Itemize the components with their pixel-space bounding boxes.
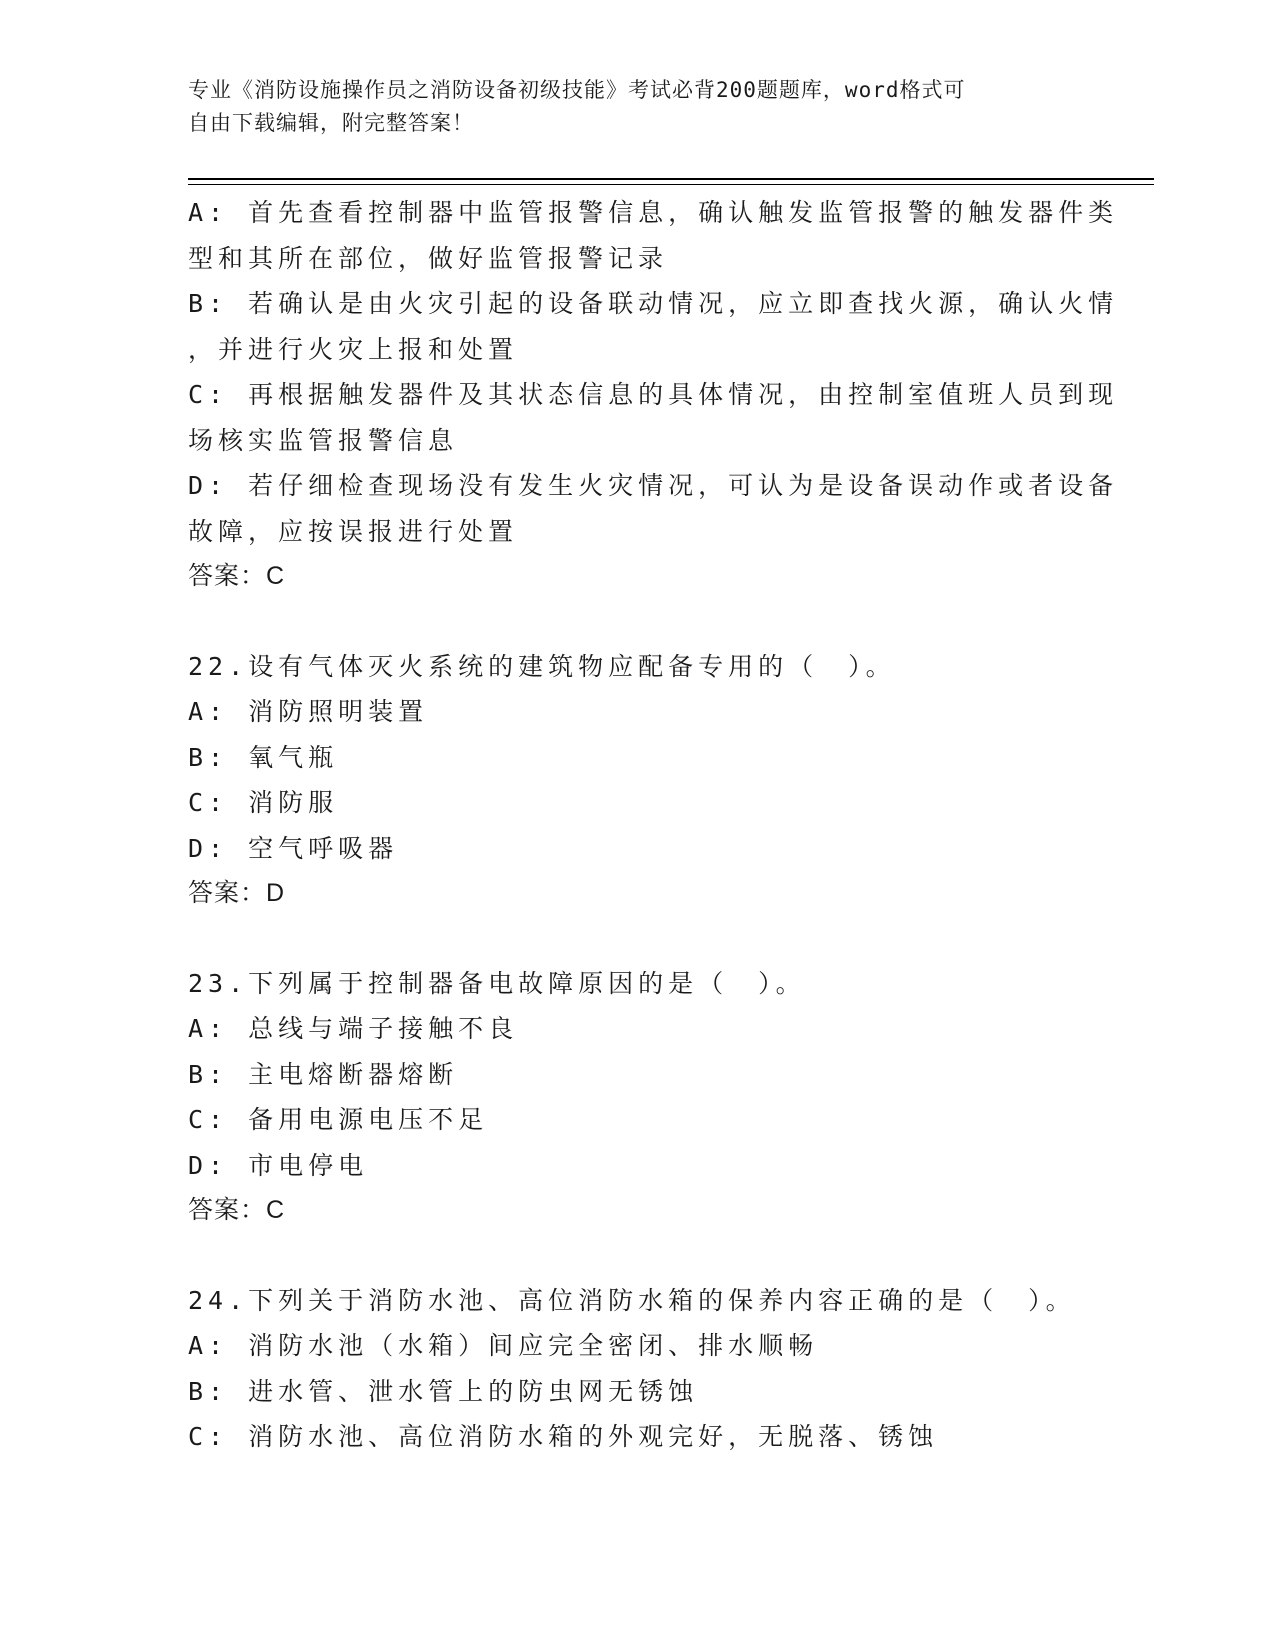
question-stem: 22.设有气体灭火系统的建筑物应配备专用的（ ）。	[188, 651, 896, 681]
option-a: A: 消防水池（水箱）间应完全密闭、排水顺畅	[188, 1331, 819, 1360]
question-list	[188, 190, 1119, 1460]
question-21-tail	[188, 190, 1119, 600]
question-24	[188, 1278, 1088, 1460]
option-d-line-2: 故障，应按误报进行处置	[188, 516, 519, 546]
option-b-line-2: ，并进行火灾上报和处置	[188, 334, 519, 364]
option-b: B: 进水管、泄水管上的防虫网无锈蚀	[188, 1376, 699, 1406]
header-line-1: 专业《消防设施操作员之消防设备初级技能》考试必背200题题库，word格式可	[188, 78, 966, 102]
option-d-line-1: D: 若仔细检查现场没有发生火灾情况，可认为是设备误动作或者设备	[188, 471, 1119, 500]
option-a: A: 消防照明装置	[188, 697, 429, 726]
option-a: A: 总线与端子接触不良	[188, 1014, 519, 1043]
option-b: B: 氧气瓶	[188, 742, 339, 772]
option-d: D: 空气呼吸器	[188, 833, 399, 863]
option-a-line-1: A: 首先查看控制器中监管报警信息，确认触发监管报警的触发器件类	[188, 198, 1119, 227]
answer-label: 答案：D	[188, 879, 286, 907]
question-23	[188, 961, 1088, 1234]
option-c-line-2: 场核实监管报警信息	[188, 425, 459, 455]
option-a-line-2: 型和其所在部位，做好监管报警记录	[188, 243, 669, 273]
question-stem: 24.下列关于消防水池、高位消防水箱的保养内容正确的是（ ）。	[188, 1285, 1076, 1315]
option-c-line-1: C: 再根据触发器件及其状态信息的具体情况，由控制室值班人员到现	[188, 380, 1119, 409]
question-stem: 23.下列属于控制器备电故障原因的是（ ）。	[188, 968, 806, 998]
option-d: D: 市电停电	[188, 1150, 369, 1180]
header-line-2: 自由下载编辑，附完整答案！	[188, 111, 474, 135]
option-b-line-1: B: 若确认是由火灾引起的设备联动情况，应立即查找火源，确认火情	[188, 289, 1119, 318]
option-c: C: 备用电源电压不足	[188, 1105, 489, 1134]
header-rule-thin	[188, 184, 1154, 185]
answer-label: 答案：C	[188, 1196, 286, 1224]
option-c: C: 消防水池、高位消防水箱的外观完好，无脱落、锈蚀	[188, 1422, 939, 1451]
header-rule-thick	[188, 178, 1154, 180]
option-b: B: 主电熔断器熔断	[188, 1059, 459, 1089]
option-c: C: 消防服	[188, 788, 339, 817]
answer-label: 答案：C	[188, 562, 286, 590]
document-header	[188, 74, 1068, 140]
question-22	[188, 644, 1088, 917]
